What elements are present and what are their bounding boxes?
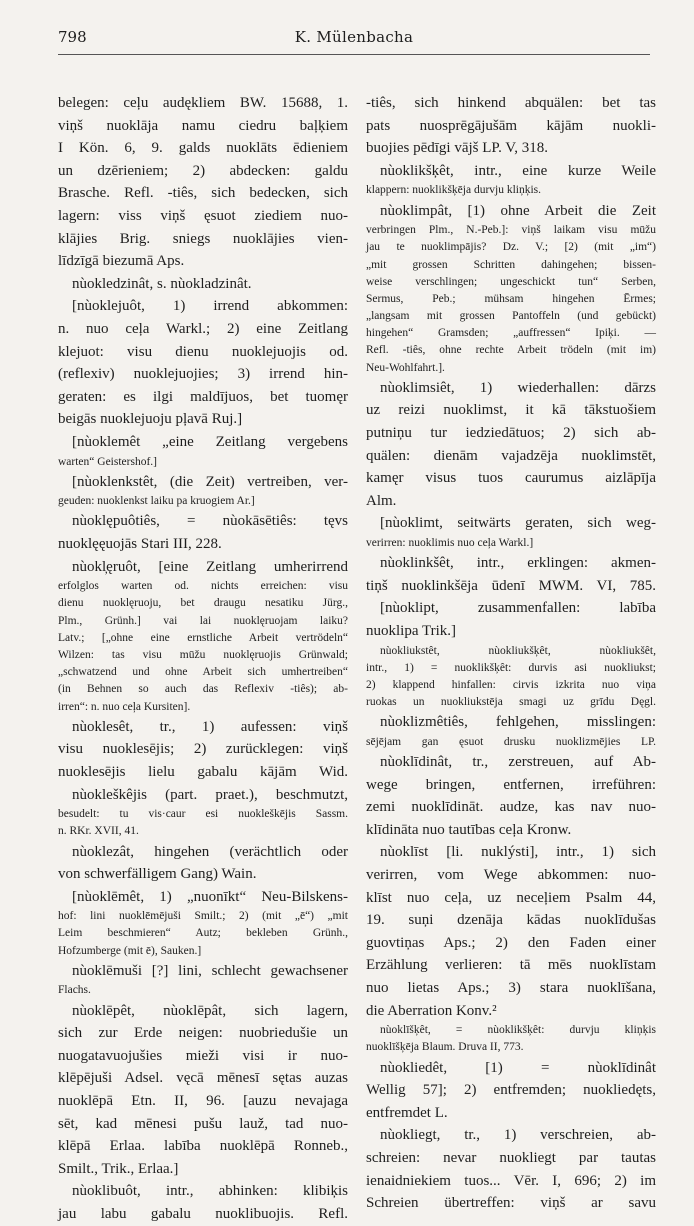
text-line: nuoklipa Trik.] <box>366 622 457 639</box>
text-line: nùokliukstêt, nùokliukšķêt, nùokliukšêt, <box>380 644 656 657</box>
text-line: Hofzumberge (mit ē), Sauken.] <box>58 944 202 957</box>
text-line: [nùoklejuôt, 1) irrend abkommen: <box>72 298 348 315</box>
text-line: nùoklimpât, [1) ohne Arbeit die Zeit <box>380 202 656 219</box>
text-line: Schreien übertreffen: viņš ar savu <box>366 1195 656 1212</box>
text-line: nùoklimsiêt, 1) wiederhallen: dārzs <box>380 379 656 396</box>
text-line: schreien: nevar nuokliegt par tautas <box>366 1149 656 1166</box>
text-line: klappern: nuoklikšķēja durvju kliņķis. <box>366 184 542 197</box>
text-line: (in Behnen so auch das Reflexiv -tiês); ab- <box>58 683 348 696</box>
text-line: viņš nuoklāja namu ciedru baļķiem <box>58 117 348 134</box>
text-line: nùoklesêt, tr., 1) aufessen: viņš <box>72 718 348 735</box>
text-line: nùoklīst [li. nuklýsti], intr., 1) sich <box>380 844 656 861</box>
text-line: uz reizi nuoklimst, it kā tākstuošiem <box>366 402 656 419</box>
text-line: jau labu gabalu nuoklibuojis. Refl. <box>58 1205 348 1222</box>
text-line: klājies Brig. sniegs nuoklājies vien- <box>58 230 348 247</box>
text-line: wege bringen, entfernen, irreführen: <box>366 776 656 793</box>
text-line: intr., 1) = nuoklikšķêt: durvis asi nuokliukst; <box>366 661 656 674</box>
text-line: verirren: nuoklimis nuo ceļa Warkl.] <box>366 537 534 549</box>
text-line: [nùoklemêt „eine Zeitlang vergebens <box>72 433 348 450</box>
text-line: Smilt., Trik., Erlaa.] <box>58 1160 179 1177</box>
text-line: verirren, vom Wege abkommen: nuo- <box>366 867 656 884</box>
text-line: nùokliegt, tr., 1) verschreien, ab- <box>380 1127 656 1144</box>
text-line: (reflexiv) nuoklejuojies; 3) irrend hin- <box>58 366 348 383</box>
text-line: tiņš nuoklinkšēja ūdenī MWM. VI, 785. <box>366 577 656 594</box>
text-line: lagern: viss viņš ęsuot ziediem nuo- <box>58 207 348 224</box>
text-line: nùokledzinât, s. nùokladzinât. <box>72 275 252 292</box>
text-line: līdzīgā biezumā Aps. <box>58 253 185 270</box>
text-line: nùokliedêt, [1) = nùoklīdinât <box>380 1059 656 1076</box>
text-line: nùoklīdinât, tr., zerstreuen, auf Ab- <box>380 754 656 771</box>
text-line: ienaidniekiem tuos... Vēr. I, 696; 2) im <box>366 1172 656 1189</box>
text-line: zemi nuoklīdināt. audze, kas nav nuo- <box>366 799 656 816</box>
text-line: buojies pēdīgi vājš LP. V, 318. <box>366 140 548 157</box>
text-line: -tiês, sich hinkend abquälen: bet tas <box>366 95 656 111</box>
text-line: entfremdet L. <box>366 1104 448 1121</box>
text-line: 2) klappend hinfallen: cirvis izkrita nuo viņa <box>366 678 656 691</box>
text-line: beigās nuoklejuoju pļavā Ruj.] <box>58 411 243 428</box>
text-line: klejuot: visu dienu nuoklejuojis od. <box>58 343 348 360</box>
text-line: klīst nuo ceļa, uz neceļiem Psalm 44, <box>366 889 656 906</box>
text-line: irren“: n. nuo ceļa Kursiten]. <box>58 700 191 713</box>
text-line: Alm. <box>366 492 397 509</box>
text-line: nùoklīšķêt, = nùoklikšķêt: durvju kliņķis <box>380 1024 656 1037</box>
text-line: von schwerfälligem Gang) Wain. <box>58 866 257 883</box>
text-line: die Aberration Konv.² <box>366 1002 497 1019</box>
text-line: Wilzen: tas visu mūžu nuoklęruojis Grünwald; <box>58 649 348 661</box>
page-header <box>58 20 650 55</box>
text-line: Brasche. Refl. -tiês, sich bedecken, sich <box>58 185 348 202</box>
text-line: 19. suņi dzenāja kādas nuoklīdušas <box>366 912 656 929</box>
text-line: un dzērieniem; 2) abdecken: galdu <box>58 162 348 179</box>
text-line: nùoklēmuši [?] lini, schlecht gewachsener <box>72 962 348 979</box>
text-line: Latv.; [„ohne eine ernstliche Arbeit vertrödeln“ <box>58 631 348 644</box>
text-line: weise verschlingen; ungeschickt tun“ Serben, <box>366 275 656 288</box>
text-line: sēt, kad mēnesi pušu lauž, tad nuo- <box>58 1115 348 1132</box>
text-line: nùoklēpêt, nùoklēpât, sich lagern, <box>72 1002 348 1019</box>
text-line: nuogatavuojušies mieži visi ir nuo- <box>58 1047 348 1064</box>
text-line: nùokleškêjis (part. praet.), beschmutzt, <box>72 786 348 803</box>
text-line: klēpā Erlaa. labība nuoklēpā Ronneb., <box>58 1138 348 1155</box>
text-line: besudelt: tu vis·caur esi nuokleškējis Sassm. <box>58 808 348 821</box>
text-line: dienu nuoklęruoju, bet draugu nesatiku Jürg., <box>58 597 348 610</box>
text-line: pats nuosprēgājušām kājām nuokli- <box>366 117 656 134</box>
text-line: sich zur Erde neigen: nuobriedušie un <box>58 1025 348 1042</box>
text-line: quälen: dienām vajadzēja nuoklimstēt, <box>366 447 656 464</box>
text-line: [nùoklenkstêt, (die Zeit) vertreiben, ver- <box>72 473 348 490</box>
text-line: nùoklinkšêt, intr., erklingen: akmen- <box>380 555 656 572</box>
text-line: putniņu tur iedziedātuos; 2) sich ab- <box>366 425 656 442</box>
text-line: nuo lietas Aps.; 3) stara nuoklīšana, <box>366 980 656 997</box>
text-line: nùokl̦ęruôt, [eine Zeitlang umherirrend <box>72 558 348 575</box>
text-line: erfolglos warten od. nichts erreichen: visu <box>58 580 348 593</box>
text-line: guovtiņas Aps.; 2) den Faden einer <box>366 934 656 951</box>
text-line: nuoklīšķēja Blaum. Druva II, 773. <box>366 1041 524 1054</box>
right-column <box>366 92 656 1212</box>
text-line: klēpējuši Adsel. vęcā mēnesī sętas auzas <box>58 1070 348 1087</box>
text-line: „schwatzend und ohne Arbeit sich umhertreiben“ <box>58 666 348 679</box>
text-line: nuoklesējis lielu gabalu kājām Wid. <box>58 763 348 780</box>
text-line: belegen: ceļu audękliem BW. 15688, 1. <box>58 95 348 111</box>
text-line: visu nuoklesējis; 2) zurücklegen: viņš <box>58 741 348 758</box>
text-line: Leim beschmieren“ Autz; bekleben Grünh., <box>58 927 348 940</box>
text-line: ruokas un nuokliukstēja smagi uz grīdu Dęgl. <box>366 696 656 709</box>
text-line: Plm., Grünh.] vai lai nuoklęruojam laiku? <box>58 614 348 627</box>
text-line: hingehen“ Gramsden; „auffressen“ Ipiķi. — <box>366 327 656 340</box>
text-line: nùoklibuôt, intr., abhinken: klibiķis <box>72 1183 348 1200</box>
text-line: nùoklezât, hingehen (verächtlich oder <box>72 843 348 860</box>
text-line: nùoklizmêtiês, fehlgehen, misslingen: <box>380 714 656 731</box>
text-line: [nùoklipt, zusammenfallen: labība <box>380 600 656 617</box>
text-line: n. nuo ceļa Warkl.; 2) eine Zeitlang <box>58 320 348 337</box>
text-line: Flachs. <box>58 984 91 997</box>
text-line: Sermus, Peb.; mühsam hingehen Ērmes; <box>366 292 656 305</box>
text-line: Erzählung verlieren: tā mēs nuoklīstam <box>366 957 656 974</box>
text-line: hof: lini nuoklēmējuši Smilt.; 2) (mit „ē“) „mit <box>58 910 348 923</box>
page-number: 798 <box>58 28 87 46</box>
text-line: Refl. -tiês, ohne rechte Arbeit trödeln (mit im) <box>366 344 656 357</box>
text-line: nuoklēpā Etn. II, 96. [auzu nevajaga <box>58 1093 348 1109</box>
text-line: jau te nuoklimpājis? Dz. V.; [2) (mit „im“) <box>366 241 656 254</box>
text-line: [nùoklimt, seitwärts geraten, sich weg- <box>380 515 656 532</box>
text-line: verbringen Plm., N.-Peb.]: viņš laikam visu mūžu <box>366 224 656 237</box>
text-line: kamęr visus tuos caurumus aizlāpīja <box>366 470 656 487</box>
text-line: Wellig 57]; 2) entfremden; nuokliedęts, <box>366 1082 656 1099</box>
text-line: I Kön. 6, 9. galds nuoklāts ēdieniem <box>58 140 348 157</box>
text-line: nùoklępuôtiês, = nùokāsētiês: tęvs <box>72 513 348 530</box>
text-line: „langsam mit grossen Pantoffeln (und gebückt) <box>366 310 656 323</box>
text-line: nùoklikšķêt, intr., eine kurze Weile <box>380 162 656 179</box>
text-line: geraten: es ilgi maldījuos, bet tuomęr <box>58 388 348 405</box>
text-line: Neu-Wohlfahrt.]. <box>366 361 445 374</box>
text-line: warten“ Geistershof.] <box>58 455 157 468</box>
text-line: [nùoklēmêt, 1) „nuonīkt“ Neu-Bilskens- <box>72 888 348 905</box>
left-column <box>58 92 348 1222</box>
text-line: sējējam gan ęsuot drusku nuoklizmējies LP. <box>366 735 656 748</box>
text-line: n. RKr. XVII, 41. <box>58 825 139 838</box>
text-line: klīdināta nuo tautības ceļa Kronw. <box>366 821 572 838</box>
running-title: K. Mülenbacha <box>294 28 414 46</box>
text-line: „mit grossen Schritten dahingehen; bissen- <box>366 258 656 271</box>
text-line: nuoklęęuojās Stari III, 228. <box>58 536 222 553</box>
text-line: geuden: nuoklenkst laiku pa kruogiem Ar.] <box>58 495 255 508</box>
